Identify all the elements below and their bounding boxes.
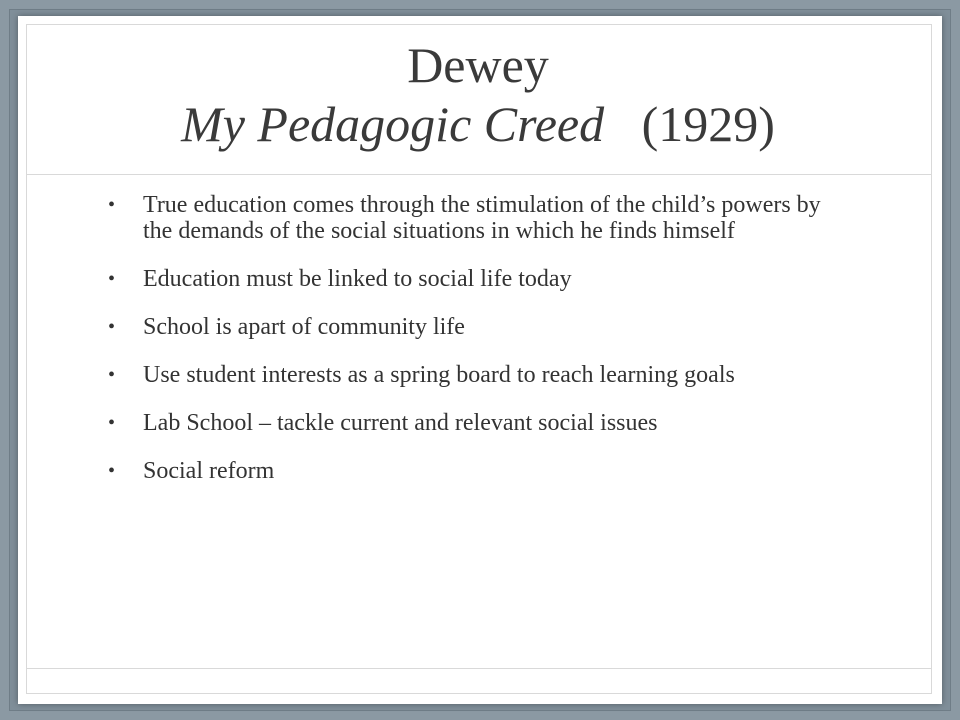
bullet-text: Social reform (143, 458, 275, 484)
bullet-icon: • (108, 412, 116, 434)
title-subtitle (58, 94, 898, 154)
slide-title (58, 36, 898, 154)
title-spacer (617, 96, 642, 152)
bullet-text: Use student interests as a spring board to reach learning goals (143, 362, 735, 388)
bullet-icon: • (108, 460, 116, 482)
list-item (98, 192, 838, 244)
list-item (98, 314, 838, 340)
bullet-text: True education comes through the stimulation of the child’s powers by the demands of the social situations in which he finds himself (143, 192, 821, 244)
bullet-icon: • (108, 364, 116, 386)
bullet-text: School is apart of community life (143, 314, 465, 340)
bullet-icon: • (108, 194, 116, 216)
slide (18, 16, 942, 704)
bullet-list (98, 192, 838, 506)
bullet-text: Lab School – tackle current and relevant social issues (143, 410, 658, 436)
list-item (98, 410, 838, 436)
bullet-text: Education must be linked to social life today (143, 266, 572, 292)
bullet-icon: • (108, 268, 116, 290)
footer-divider (27, 668, 931, 669)
list-item (98, 266, 838, 292)
list-item (98, 458, 838, 484)
bullet-icon: • (108, 316, 116, 338)
title-work: My Pedagogic Creed (181, 96, 605, 152)
list-item (98, 362, 838, 388)
title-divider (27, 174, 931, 175)
title-year: (1929) (641, 96, 775, 152)
title-name: Dewey (407, 37, 549, 93)
